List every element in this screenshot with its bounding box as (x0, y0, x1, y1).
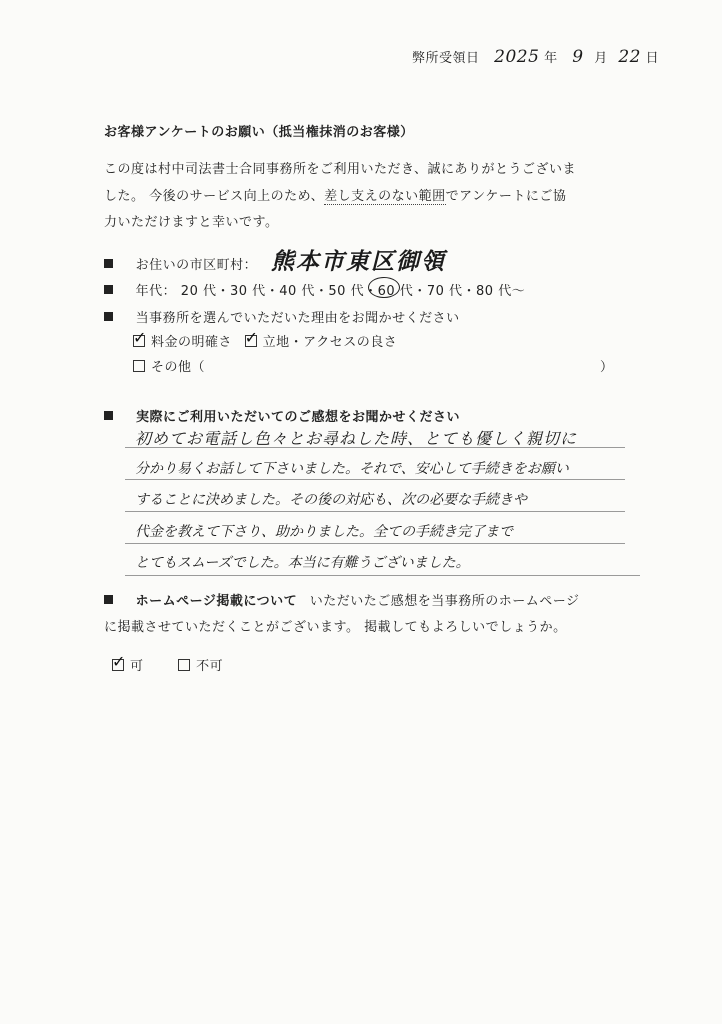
homepage-line-2: に掲載させていただくことがございます。 掲載してもよろしいでしょうか。 (104, 620, 567, 635)
impression-line: 分かり易くお話して下さいました。それで、安心して手続きをお願い (135, 461, 569, 477)
receipt-date (412, 47, 659, 67)
receipt-day: 22 (618, 47, 641, 67)
age-option[interactable]: 30 代 (230, 284, 266, 299)
residence-label: お住いの市区町村： (135, 258, 258, 273)
impression-line: することに決めました。その後の対応も、次の必要な手続きや (135, 492, 527, 508)
age-option[interactable]: 50 代 (328, 284, 365, 299)
reason-opt3-label: その他（ (151, 360, 206, 375)
reason-other-close: ） (600, 360, 614, 375)
bullet-square-icon (104, 312, 113, 321)
homepage-row (104, 590, 580, 609)
bullet-square-icon (104, 285, 113, 294)
receipt-label: 弊所受領日 (412, 51, 480, 66)
checkbox-other[interactable] (133, 360, 145, 372)
homepage-label-rest: いただいたご感想を当事務所のホームページ (309, 594, 580, 609)
bullet-square-icon (104, 595, 113, 604)
bullet-square-icon (104, 411, 113, 420)
check-mark-icon: ✓ (112, 652, 126, 671)
page-title: お客様アンケートのお願い（抵当権抹消のお客様） (104, 125, 414, 140)
intro-line-2 (104, 185, 566, 204)
impression-label: 実際にご利用いただいてのご感想をお聞かせください (136, 410, 461, 425)
receipt-month: 9 (572, 47, 584, 67)
reason-opt2-label: 立地・アクセスの良さ (262, 335, 398, 350)
age-option[interactable]: 80 代～ (476, 284, 526, 299)
receipt-year: 2025 (494, 47, 540, 67)
age-selected-circle (368, 277, 400, 298)
checkbox-fee-clarity[interactable] (133, 328, 147, 347)
reason-options (133, 328, 398, 350)
age-row: 年代： 20 代・30 代・40 代・50 代・60 代・70 代・80 代～ (104, 280, 525, 299)
residence-value[interactable]: 熊本市東区御領 (271, 248, 446, 275)
homepage-options (112, 652, 224, 674)
intro-line-1: この度は村中司法書士合同事務所をご利用いただき、誠にありがとうございま (104, 162, 576, 177)
age-option[interactable]: 70 代 (426, 284, 463, 299)
age-label: 年代： (135, 284, 177, 299)
receipt-month-unit: 月 (594, 51, 608, 66)
option-allow-label: 可 (130, 659, 144, 674)
reason-label: 当事務所を選んでいただいた理由をお聞かせください (135, 311, 460, 326)
intro-line-2a: した。 今後のサービス向上のため、 (104, 189, 325, 204)
receipt-year-unit: 年 (544, 51, 558, 66)
checkbox-allow[interactable] (112, 652, 126, 671)
checkbox-location-access[interactable] (244, 328, 259, 347)
reason-other-row (133, 356, 205, 375)
age-option[interactable]: 20 代 (180, 284, 217, 299)
impression-line: とてもスムーズでした。本当に有難うございました。 (135, 555, 470, 571)
impression-line: 代金を教えて下さり、助かりました。全ての手続き完了まで (135, 524, 513, 540)
age-option[interactable]: 40 代 (279, 284, 315, 299)
answer-line (125, 575, 640, 576)
intro-emphasis: 差し支えのない範囲 (324, 189, 446, 204)
receipt-day-unit: 日 (645, 51, 660, 66)
check-mark-icon: ✓ (244, 328, 259, 347)
answer-line (125, 511, 625, 512)
reason-row (104, 307, 460, 326)
checkbox-disallow[interactable] (178, 659, 190, 671)
option-disallow-label: 不可 (196, 659, 224, 674)
reason-opt1-label: 料金の明確さ (151, 335, 233, 350)
check-mark-icon: ✓ (133, 328, 147, 347)
intro-line-3: 力いただけますと幸いです。 (104, 215, 279, 230)
answer-line (125, 543, 625, 544)
homepage-label-bold: ホームページ掲載について (135, 594, 298, 609)
age-option-selected[interactable]: 60 代 (377, 284, 414, 299)
impression-row (104, 406, 460, 425)
intro-line-2c: でアンケートにご協 (445, 189, 567, 204)
residence-row (104, 254, 257, 273)
impression-line: 初めてお電話し色々とお尋ねした時、とても優しく親切に (135, 429, 578, 448)
bullet-square-icon (104, 259, 113, 268)
answer-line (125, 479, 625, 480)
